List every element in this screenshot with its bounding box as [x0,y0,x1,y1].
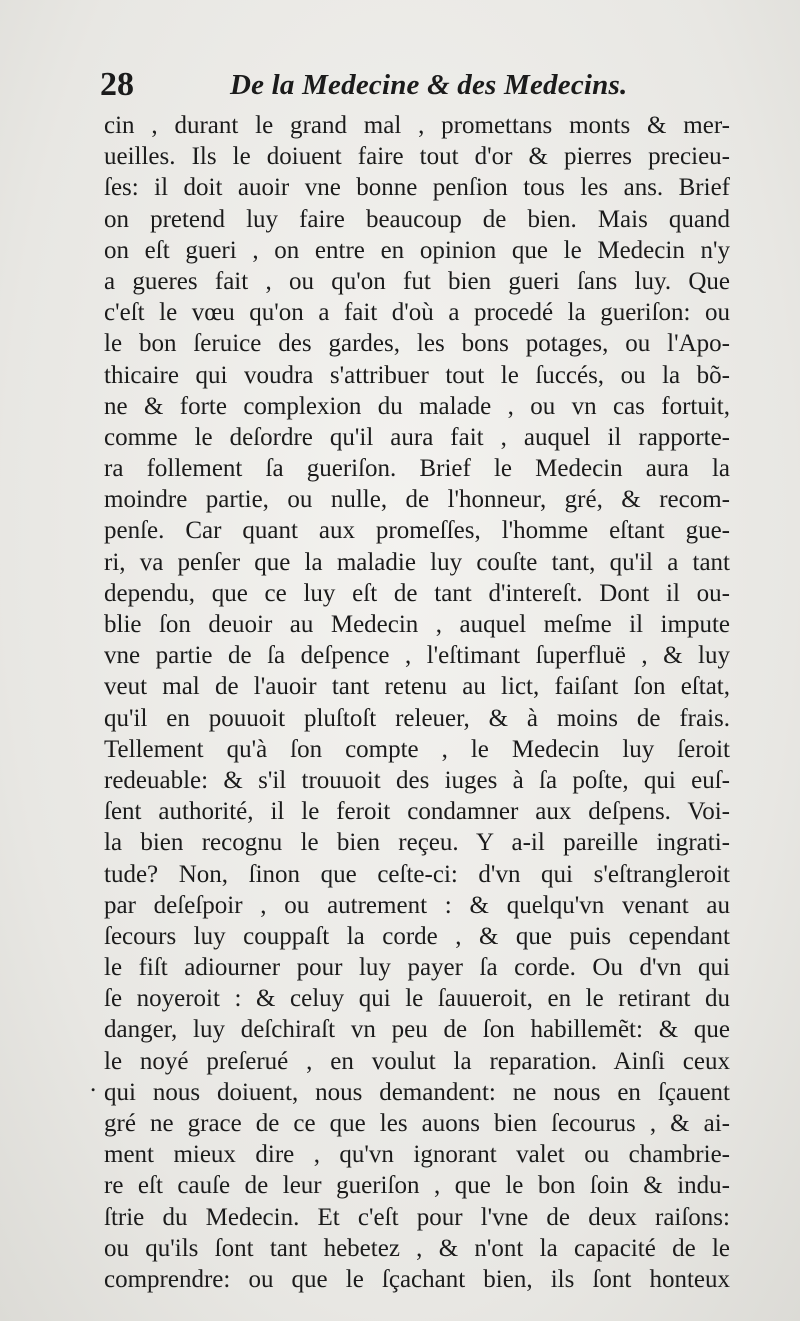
text-line: qu'il en pouuoit pluſtoſt releuer, & à moins de frais. [104,704,730,732]
text-line: Tellement qu'à ſon compte , le Medecin luy ſeroit [104,735,730,763]
text-line: tude? Non, ſinon que ceſte-ci: d'vn qui s'eſtrangleroit [104,860,730,888]
text-line: veut mal de l'auoir tant retenu au lict, faiſant ſon eſtat, [104,673,730,701]
margin-mark: . [90,1070,97,1097]
text-line: ou qu'ils ſont tant hebetez , & n'ont la capacité de le [104,1234,730,1262]
text-line: on pretend luy faire beaucoup de bien. Mais quand [104,205,730,233]
text-line: qui nous doiuent, nous demandent: ne nous en ſçauent [104,1078,730,1106]
text-line: ſent authorité, il le feroit condamner aux deſpens. Voi- [104,798,730,826]
text-line: le noyé preſerué , en voulut la reparation. Ainſi ceux [104,1047,730,1075]
text-line: re eſt cauſe de leur gueriſon , que le bon ſoin & indu- [104,1172,730,1200]
text-line: cin , durant le grand mal , promettans monts & mer- [104,112,730,139]
text-line: gré ne grace de ce que les auons bien ſecourus , & ai- [104,1110,730,1137]
text-line: on eſt gueri , on entre en opinion que le Medecin n'y [104,236,730,264]
text-line: penſe. Car quant aux promeſſes, l'homme eſtant gue- [104,517,730,545]
text-line: thicaire qui voudra s'attribuer tout le ſuccés, ou la bõ- [104,361,730,389]
text-line: blie ſon deuoir au Medecin , auquel meſme il impute [104,611,730,638]
text-line: ueilles. Ils le doiuent faire tout d'or & pierres precieu- [104,143,730,171]
text-line: redeuable: & s'il trouuoit des iuges à ſa poſte, qui euſ- [104,766,730,794]
text-line: ne & forte complexion du malade , ou vn cas fortuit, [104,392,730,420]
text-line: ra follement ſa gueriſon. Brief le Medecin aura la [104,455,730,483]
text-line: dependu, que ce luy eſt de tant d'intereſt. Dont il ou- [104,579,730,607]
text-line: a gueres fait , ou qu'on fut bien gueri ſans luy. Que [104,267,730,295]
text-line: c'eſt le vœu qu'on a fait d'où a procedé la gueriſon: ou [104,299,730,327]
running-head: De la Medecine & des Medecins. [230,69,628,101]
page-header [100,62,630,108]
page-number: 28 [100,66,134,103]
text-line: comme le deſordre qu'il aura fait , auquel il rapporte- [104,423,730,451]
text-line: le fiſt adiourner pour luy payer ſa corde. Ou d'vn qui [104,954,730,982]
text-line: danger, luy deſchiraſt vn peu de ſon habillemẽt: & que [104,1016,730,1044]
text-line: moindre partie, ou nulle, de l'honneur, gré, & recom- [104,486,730,514]
text-line: ſtrie du Medecin. Et c'eſt pour l'vne de deux raiſons: [104,1203,730,1231]
text-line: ri, va penſer que la maladie luy couſte tant, qu'il a tant [104,548,730,576]
text-line: ſes: il doit auoir vne bonne penſion tous les ans. Brief [104,174,730,202]
text-line: vne partie de ſa deſpence , l'eſtimant ſuperfluë , & luy [104,642,730,670]
text-line: ſe noyeroit : & celuy qui le ſauueroit, en le retirant du [104,985,730,1013]
text-line: la bien recognu le bien reçeu. Y a-il pareille ingrati- [104,829,730,857]
body-text [104,110,730,1295]
text-line: ment mieux dire , qu'vn ignorant valet ou chambrie- [104,1141,730,1169]
text-line: le bon ſeruice des gardes, les bons potages, ou l'Apo- [104,330,730,358]
text-line: comprendre: ou que le ſçachant bien, ils ſont honteux [104,1265,730,1293]
text-line: par deſeſpoir , ou autrement : & quelqu'vn venant au [104,891,730,919]
text-line: ſecours luy couppaſt la corde , & que puis cependant [104,922,730,950]
